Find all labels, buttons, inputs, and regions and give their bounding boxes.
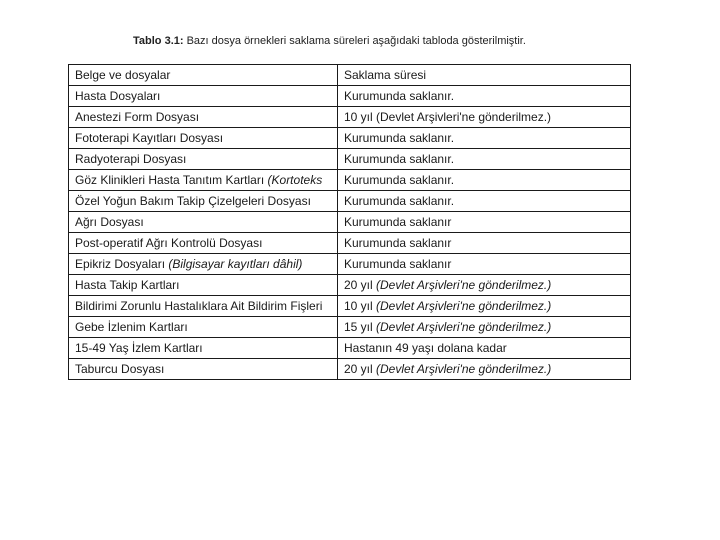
document-cell xyxy=(69,359,338,380)
retention-table-body xyxy=(69,65,631,380)
document-note: (Bilgisayar kayıtları dâhil) xyxy=(168,257,303,271)
retention-note: (Devlet Arşivleri'ne gönderilmez.) xyxy=(376,320,552,334)
document-cell xyxy=(69,170,338,191)
table-row xyxy=(69,107,631,128)
retention-cell xyxy=(338,86,631,107)
table-row xyxy=(69,149,631,170)
retention-period: Kurumunda saklanır xyxy=(344,215,452,229)
document-cell xyxy=(69,233,338,254)
document-name: Göz Klinikleri Hasta Tanıtım Kartları xyxy=(75,173,268,187)
retention-note: (Devlet Arşivleri'ne gönderilmez.) xyxy=(376,362,552,376)
document-name: Taburcu Dosyası xyxy=(75,362,165,376)
table-header-row xyxy=(69,65,631,86)
retention-period: 20 yıl xyxy=(344,278,377,292)
document-name: Bildirimi Zorunlu Hastalıklara Ait Bildirim Fişleri xyxy=(75,299,323,313)
document-cell xyxy=(69,338,338,359)
document-cell xyxy=(69,107,338,128)
retention-period: Kurumunda saklanır. xyxy=(344,152,455,166)
document-cell xyxy=(69,254,338,275)
retention-period: Kurumunda saklanır xyxy=(344,257,452,271)
document-cell xyxy=(69,128,338,149)
table-row xyxy=(69,191,631,212)
document-name: Ağrı Dosyası xyxy=(75,215,144,229)
table-row xyxy=(69,338,631,359)
document-cell xyxy=(69,212,338,233)
document-name: Hasta Dosyaları xyxy=(75,89,161,103)
retention-cell xyxy=(338,170,631,191)
document-cell xyxy=(69,296,338,317)
retention-period: 10 yıl (Devlet Arşivleri'ne gönderilmez.) xyxy=(344,110,552,124)
table-row xyxy=(69,359,631,380)
document-name: Radyoterapi Dosyası xyxy=(75,152,187,166)
retention-cell xyxy=(338,275,631,296)
retention-period: Kurumunda saklanır. xyxy=(344,89,455,103)
table-row xyxy=(69,233,631,254)
retention-period: Kurumunda saklanır. xyxy=(344,173,455,187)
document-note: (Kortoteks xyxy=(267,173,323,187)
table-row xyxy=(69,128,631,149)
retention-period: 10 yıl xyxy=(344,299,377,313)
table-row xyxy=(69,317,631,338)
header-retention-period: Saklama süresi xyxy=(338,65,631,86)
retention-cell xyxy=(338,254,631,275)
table-row xyxy=(69,170,631,191)
document-cell xyxy=(69,317,338,338)
retention-period: Hastanın 49 yaşı dolana kadar xyxy=(344,341,507,355)
retention-cell xyxy=(338,191,631,212)
document-name: Anestezi Form Dosyası xyxy=(75,110,200,124)
retention-table xyxy=(68,64,631,380)
document-cell xyxy=(69,275,338,296)
retention-cell xyxy=(338,359,631,380)
table-caption xyxy=(133,35,526,47)
retention-note: (Devlet Arşivleri'ne gönderilmez.) xyxy=(376,278,552,292)
retention-cell xyxy=(338,296,631,317)
table-row xyxy=(69,212,631,233)
retention-period: Kurumunda saklanır. xyxy=(344,131,455,145)
document-cell xyxy=(69,149,338,170)
caption-text: Bazı dosya örnekleri saklama süreleri aşağıdaki tabloda gösterilmiştir. xyxy=(183,35,526,47)
retention-period: Kurumunda saklanır. xyxy=(344,194,455,208)
retention-cell xyxy=(338,212,631,233)
table-row xyxy=(69,254,631,275)
retention-period: 20 yıl xyxy=(344,362,377,376)
retention-period: Kurumunda saklanır xyxy=(344,236,452,250)
retention-cell xyxy=(338,233,631,254)
document-name: Fototerapi Kayıtları Dosyası xyxy=(75,131,224,145)
retention-cell xyxy=(338,317,631,338)
table-row xyxy=(69,86,631,107)
retention-cell xyxy=(338,338,631,359)
table-row xyxy=(69,275,631,296)
caption-label: Tablo 3.1: xyxy=(133,35,184,47)
table-row xyxy=(69,296,631,317)
retention-cell xyxy=(338,128,631,149)
retention-cell xyxy=(338,107,631,128)
header-documents: Belge ve dosyalar xyxy=(69,65,338,86)
document-name: Gebe İzlenim Kartları xyxy=(75,320,188,334)
document-name: Özel Yoğun Bakım Takip Çizelgeleri Dosyası xyxy=(75,194,311,208)
retention-note: (Devlet Arşivleri'ne gönderilmez.) xyxy=(376,299,552,313)
document-cell xyxy=(69,191,338,212)
document-name: Post-operatif Ağrı Kontrolü Dosyası xyxy=(75,236,263,250)
document-cell xyxy=(69,86,338,107)
document-name: Hasta Takip Kartları xyxy=(75,278,180,292)
document-name: Epikriz Dosyaları xyxy=(75,257,169,271)
retention-period: 15 yıl xyxy=(344,320,377,334)
document-name: 15-49 Yaş İzlem Kartları xyxy=(75,341,203,355)
retention-cell xyxy=(338,149,631,170)
